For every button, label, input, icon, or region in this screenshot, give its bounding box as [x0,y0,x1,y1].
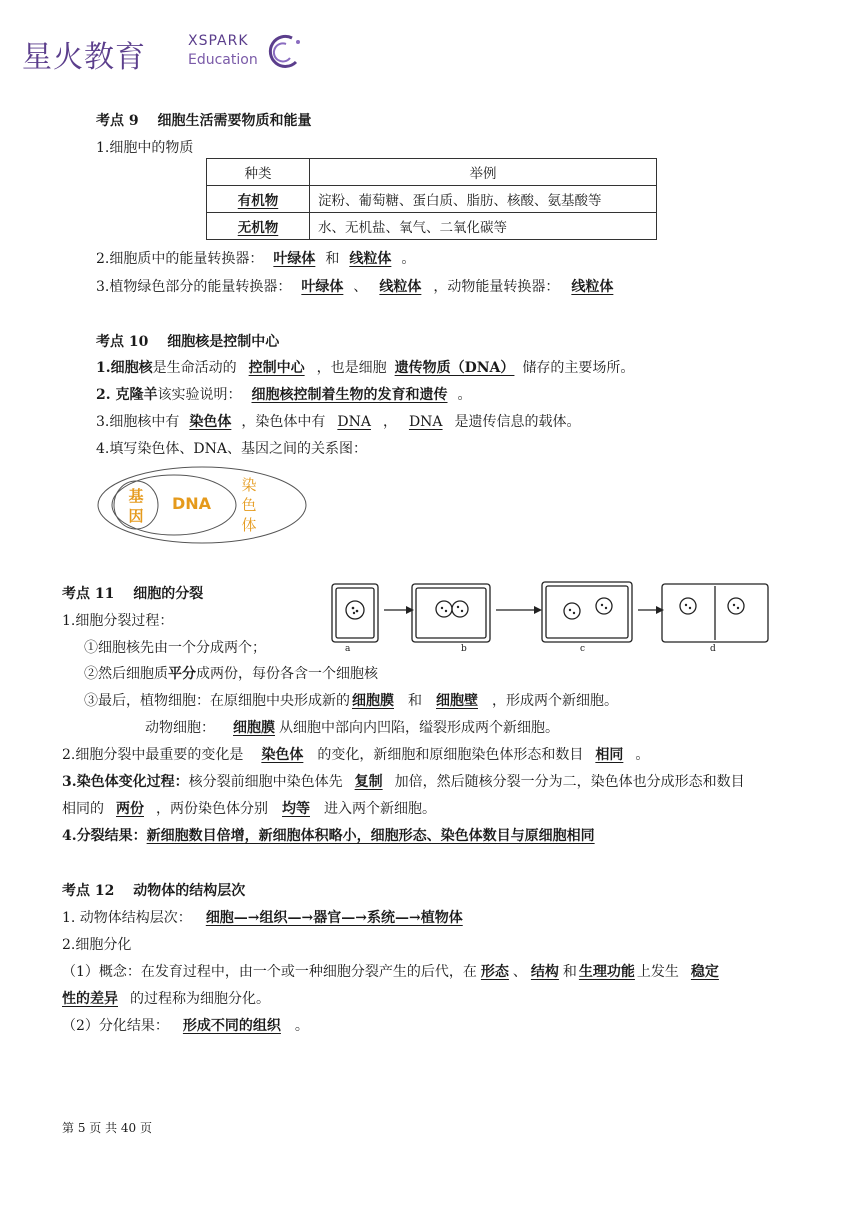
page-footer: 第 5 页 共 40 页 [62,1121,152,1135]
cell-division-drawing [328,576,772,656]
text: 动物细胞： [145,720,215,736]
k11-l4 [62,825,595,845]
text: 3.细胞核中有 [96,414,180,430]
answer: 细胞膜 [233,720,275,736]
table-header-row [207,159,657,186]
answer: 相同 [595,747,624,763]
text: 成两份，每份各含一个细胞核 [196,666,378,682]
text: 加倍，然后随核分裂一分为二，染色体也分成形态和数目 [394,774,745,790]
answer: 细胞核控制着生物的发育和遗传 [251,387,448,403]
figure-label-c: c [580,644,586,654]
logo-swirl-icon [262,32,304,72]
section-9-title: 考点 9 细胞生活需要物质和能量 [96,113,312,129]
answer: 形态 [480,964,509,980]
figure-label-d: d [710,644,716,654]
answer: 细胞膜 [352,693,394,709]
text: ，动物能量转换器： [433,279,560,295]
k10-l4: 4.填写染色体、DNA、基因之间的关系图： [96,441,367,457]
k12-l1 [62,907,477,927]
answer: 两份 [116,801,144,817]
text: 、 [353,279,368,295]
logo-cn: 星火教育 [22,40,146,75]
text: 上发生 [636,964,679,980]
diagram-label-dna: DNA [172,494,212,513]
text: 是遗传信息的载体。 [454,414,581,430]
k11-s1: ①细胞核先由一个分成两个； [84,640,266,656]
k12-l4 [62,1015,309,1035]
answer: 控制中心 [248,360,305,376]
table-header-example: 举例 [310,159,657,186]
logo-en-sub: Education [188,52,258,68]
answer: 叶绿体 [301,279,344,295]
text: 的变化，新细胞和原细胞染色体形态和数目 [317,747,584,763]
answer: 细胞—→组织—→器官—→系统—→植物体 [205,910,463,926]
k9-q3 [96,276,625,296]
text: 。 [635,747,650,763]
diagram-label-gene: 基 因 [128,487,144,525]
k10-l2 [96,384,472,404]
text: 2.细胞质中的能量转换器： [96,251,264,267]
answer: 细胞壁 [436,693,478,709]
text: 平分 [168,666,196,682]
text: ②然后细胞质 [84,666,168,682]
figure-label-b: b [461,644,467,654]
text: 该实验说明： [157,387,242,403]
section-10-title: 考点 10 细胞核是控制中心 [96,334,280,350]
answer: 线粒体 [349,251,392,267]
text: ， [382,414,397,430]
answer: 染色体 [261,747,304,763]
text: ，两份染色体分别 [156,801,268,817]
text: 。 [401,251,416,267]
substances-table [206,158,657,240]
k11-s3 [84,690,618,710]
k11-l3 [62,771,745,791]
k12-l2: 2.细胞分化 [62,937,132,953]
text: ，也是细胞 [316,360,387,376]
text: 储存的主要场所。 [522,360,635,376]
section-12-title: 考点 12 动物体的结构层次 [62,883,246,899]
diagram-label-chromosome: 染 色 体 [241,476,257,534]
text: 的过程称为细胞分化。 [130,991,270,1007]
k11-l2 [62,744,649,764]
text: 2.细胞分裂中最重要的变化是 [62,747,244,763]
text: 是生命活动的 [152,360,237,376]
answer: DNA [408,414,443,430]
text: 和 [562,964,577,980]
text: 。 [457,387,472,403]
answer: 均等 [282,801,310,817]
answer: 形成不同的组织 [182,1018,281,1034]
text: 进入两个新细胞。 [324,801,436,817]
k12-l3 [62,961,719,981]
table-row [207,186,657,213]
text: 。 [294,1018,309,1034]
answer: DNA [337,414,371,430]
answer: 生理功能 [578,964,635,980]
text: 1.细胞核 [96,360,153,376]
text: 4.分裂结果： [62,828,147,844]
text: 核分裂前细胞中染色体先 [188,774,343,790]
answer: 线粒体 [379,279,422,295]
answer: 结构 [530,964,559,980]
k11-l1: 1.细胞分裂过程： [62,613,174,629]
answer: 性的差异 [62,991,118,1007]
text: 1. 动物体结构层次： [62,910,192,926]
text: ，染色体中有 [241,414,326,430]
table-cell-example: 水、无机盐、氧气、二氧化碳等 [310,213,657,240]
k10-l3 [96,411,581,431]
answer: 复制 [354,774,383,790]
answer: 遗传物质（DNA） [394,360,515,376]
text: 3.染色体变化过程： [62,774,189,790]
logo-en: XSPARK [188,33,249,49]
text: 和 [408,693,422,709]
answer: 稳定 [690,964,719,980]
text: 、 [512,964,527,980]
k11-l3-cont [62,798,436,818]
k9-q2 [96,248,415,268]
table-cell-example: 淀粉、葡萄糖、蛋白质、脂肪、核酸、氨基酸等 [310,186,657,213]
text: 和 [325,251,340,267]
text: ③最后，植物细胞：在原细胞中央形成新的 [84,693,350,709]
cell-division-figure [328,576,772,656]
k9-q1: 1.细胞中的物质 [96,140,194,156]
figure-label-a: a [345,644,351,654]
table-header-kind: 种类 [207,159,310,186]
text: 3.植物绿色部分的能量转换器： [96,279,292,295]
answer: 线粒体 [571,279,614,295]
answer: 叶绿体 [273,251,316,267]
table-cell-kind: 有机物 [207,186,310,213]
text: 从细胞中部向内凹陷，缢裂形成两个新细胞。 [279,720,559,736]
k10-l1 [96,357,634,377]
k12-l3-cont [62,988,270,1008]
text: ，形成两个新细胞。 [492,693,618,709]
table-cell-kind: 无机物 [207,213,310,240]
chromosome-dna-gene-diagram [96,465,308,545]
k11-s4 [145,717,559,737]
text: 相同的 [62,801,104,817]
text: （2）分化结果： [62,1018,169,1034]
section-11-title: 考点 11 细胞的分裂 [62,586,204,602]
text: 2. 克隆羊 [96,387,158,403]
table-row [207,213,657,240]
k11-s2 [84,663,378,683]
answer: 染色体 [189,414,232,430]
text: （1）概念：在发育过程中，由一个或一种细胞分裂产生的后代，在 [62,964,477,980]
answer: 新细胞数目倍增，新细胞体积略小，细胞形态、染色体数目与原细胞相同 [146,828,595,844]
